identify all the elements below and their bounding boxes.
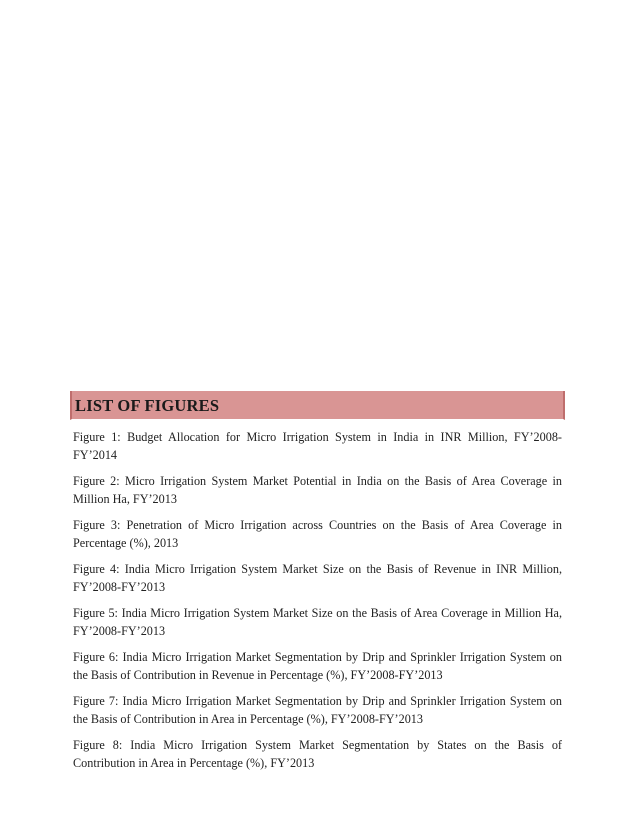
figure-entry-8: Figure 8: India Micro Irrigation System Market Segmentation by States on the Basis of Contribution in Area in Percentage (%), FY’2013: [73, 738, 562, 770]
figure-entry-3: Figure 3: Penetration of Micro Irrigation across Countries on the Basis of Area Coverage in Percentage (%), 2013: [73, 518, 562, 550]
figure-entry-5: Figure 5: India Micro Irrigation System Market Size on the Basis of Area Coverage in Million Ha, FY’2008-FY’2013: [73, 606, 562, 638]
figure-entry-7: Figure 7: India Micro Irrigation Market Segmentation by Drip and Sprinkler Irrigation System on the Basis of Contribution in Area in Percentage (%), FY’2008-FY’2013: [73, 694, 562, 726]
figure-entry-1: Figure 1: Budget Allocation for Micro Irrigation System in India in INR Million, FY’2008-FY’2014: [73, 430, 562, 462]
figure-entry-4: Figure 4: India Micro Irrigation System Market Size on the Basis of Revenue in INR Million, FY’2008-FY’2013: [73, 562, 562, 594]
figure-entry-6: Figure 6: India Micro Irrigation Market Segmentation by Drip and Sprinkler Irrigation System on the Basis of Contribution in Revenue in Percentage (%), FY’2008-FY’2013: [73, 650, 562, 682]
figure-list: [73, 429, 562, 781]
section-heading-bar: [70, 391, 565, 420]
section-title: LIST OF FIGURES: [75, 396, 220, 415]
figure-entry-2: Figure 2: Micro Irrigation System Market Potential in India on the Basis of Area Coverage in Million Ha, FY’2013: [73, 474, 562, 506]
